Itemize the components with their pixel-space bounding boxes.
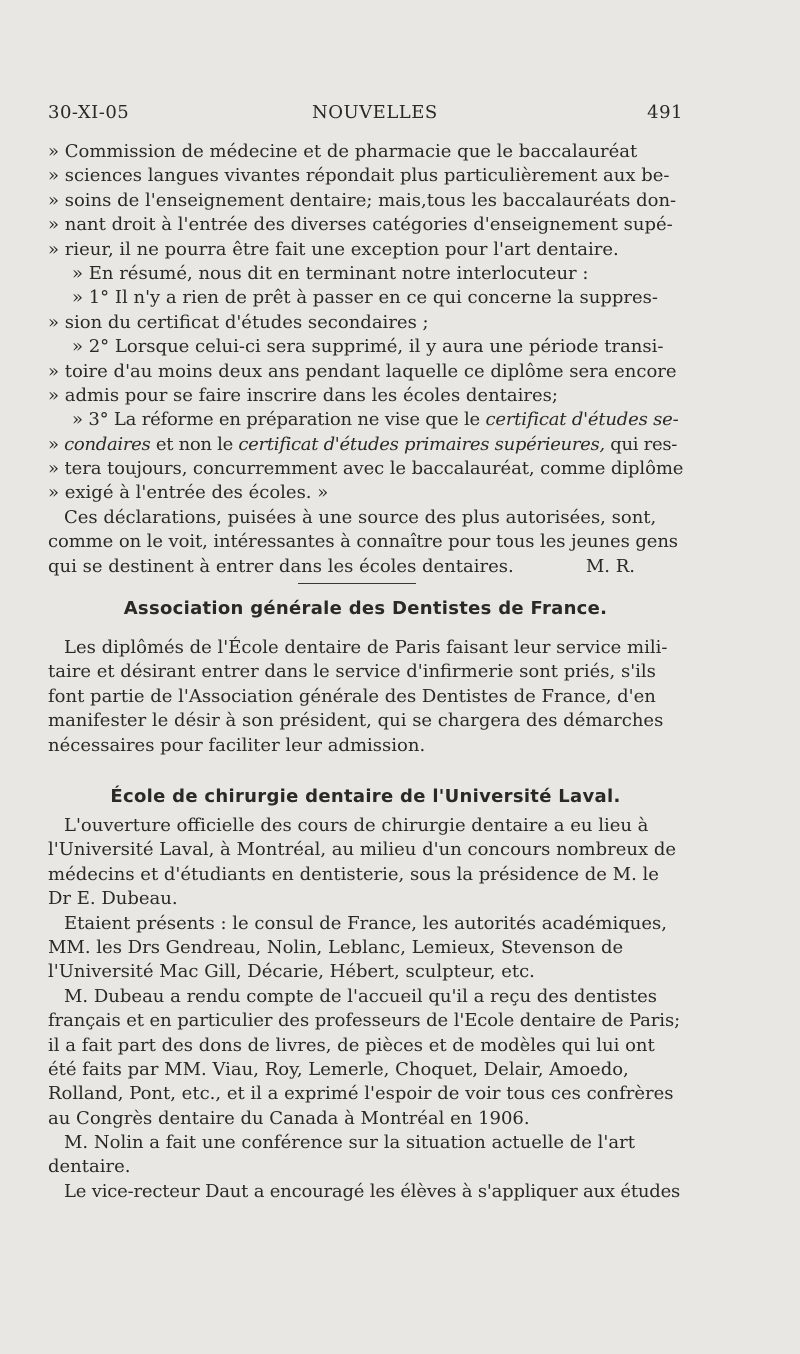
text-line: Les diplômés de l'École dentaire de Paris faisant leur service mili- [64, 637, 668, 658]
text-line: » En résumé, nous dit en terminant notre interlocuteur : [72, 262, 589, 284]
text-line: » exigé à l'entrée des écoles. » [48, 482, 329, 504]
text-line: » admis pour se faire inscrire dans les écoles dentaires; [48, 384, 558, 406]
text-line: » tera toujours, concurremment avec le baccalauréat, comme diplôme [48, 458, 684, 480]
text-line [48, 555, 683, 579]
text-line: » 2° Lorsque celui-ci sera supprimé, il y aura une période transi- [72, 336, 664, 358]
text-line: » sion du certificat d'études secondaires ; [48, 311, 429, 333]
header-date: 30-XI-05 [48, 102, 130, 123]
section-heading: Association générale des Dentistes de France. [123, 598, 608, 619]
text-line: au Congrès dentaire du Canada à Montréal en 1906. [48, 1107, 530, 1129]
text-line: » rieur, il ne pourra être fait une exception pour l'art dentaire. [48, 238, 619, 260]
text-line: médecins et d'étudiants en dentisterie, sous la présidence de M. le [48, 863, 659, 885]
text-line: MM. les Drs Gendreau, Nolin, Leblanc, Lemieux, Stevenson de [48, 936, 624, 958]
line-text: qui se destinent à entrer dans les écoles dentaires. [48, 555, 514, 577]
line-text: » [48, 433, 65, 455]
text-line: L'ouverture officielle des cours de chirurgie dentaire a eu lieu à [64, 815, 649, 836]
text-line: » soins de l'enseignement dentaire; mais,tous les baccalauréats don- [48, 189, 677, 211]
running-header [48, 102, 683, 130]
italic-text: certificat d'études primaires supérieures, [238, 433, 605, 455]
text-line: Rolland, Pont, etc., et il a exprimé l'espoir de voir tous ces confrères [48, 1083, 674, 1105]
text-line: M. Dubeau a rendu compte de l'accueil qu'il a reçu des dentistes [64, 985, 658, 1007]
text-line: français et en particulier des professeurs de l'Ecole dentaire de Paris; [48, 1010, 681, 1032]
page-number: 491 [647, 102, 683, 123]
text-line: comme on le voit, intéressantes à connaître pour tous les jeunes gens [48, 531, 678, 553]
line-text: qui res- [604, 433, 678, 455]
text-line: » toire d'au moins deux ans pendant laquelle ce diplôme sera encore [48, 360, 677, 382]
section-laval [48, 814, 683, 1204]
section-heading: École de chirurgie dentaire de l'Université Laval. [110, 786, 621, 807]
text-line: Dr E. Dubeau. [48, 888, 178, 910]
line-text: » 3° La réforme en préparation ne vise que le [72, 409, 486, 431]
line-text: et non le [150, 433, 239, 455]
header-title: NOUVELLES [312, 102, 438, 123]
text-line: taire et désirant entrer dans le service d'infirmerie sont priés, s'ils [48, 661, 656, 683]
signature: M. R. [585, 555, 635, 577]
text-line: Le vice-recteur Daut a encouragé les élèves à s'appliquer aux études [64, 1180, 681, 1202]
text-line [48, 433, 683, 457]
text-line: dentaire. [48, 1156, 131, 1178]
section-divider [298, 583, 416, 584]
text-line: nécessaires pour faciliter leur admission. [48, 734, 426, 756]
text-line: M. Nolin a fait une conférence sur la situation actuelle de l'art [64, 1132, 635, 1154]
text-line [48, 408, 683, 432]
section-association [48, 636, 683, 758]
italic-text: certificat d'études se- [485, 409, 679, 431]
text-line: Ces déclarations, puisées à une source des plus autorisées, sont, [64, 506, 657, 528]
text-line: l'Université Laval, à Montréal, au milieu d'un concours nombreux de [48, 839, 677, 861]
text-line: » Commission de médecine et de pharmacie que le baccalauréat [48, 141, 638, 162]
text-line: » sciences langues vivantes répondait plus particulièrement aux be- [48, 165, 670, 187]
text-line: Etaient présents : le consul de France, les autorités académiques, [64, 912, 667, 934]
text-line: font partie de l'Association générale des Dentistes de France, d'en [48, 685, 656, 707]
italic-text: condaires [64, 433, 151, 455]
text-line: manifester le désir à son président, qui se chargera des démarches [48, 710, 664, 732]
text-line: il a fait part des dons de livres, de pièces et de modèles qui lui ont [48, 1034, 655, 1056]
text-line: » 1° Il n'y a rien de prêt à passer en ce qui concerne la suppres- [72, 287, 658, 309]
text-line: été faits par MM. Viau, Roy, Lemerle, Choquet, Delair, Amoedo, [48, 1058, 629, 1080]
section-quoted-interview [48, 140, 683, 579]
text-line: » nant droit à l'entrée des diverses catégories d'enseignement supé- [48, 214, 673, 236]
text-line: l'Université Mac Gill, Décarie, Hébert, sculpteur, etc. [48, 961, 535, 983]
